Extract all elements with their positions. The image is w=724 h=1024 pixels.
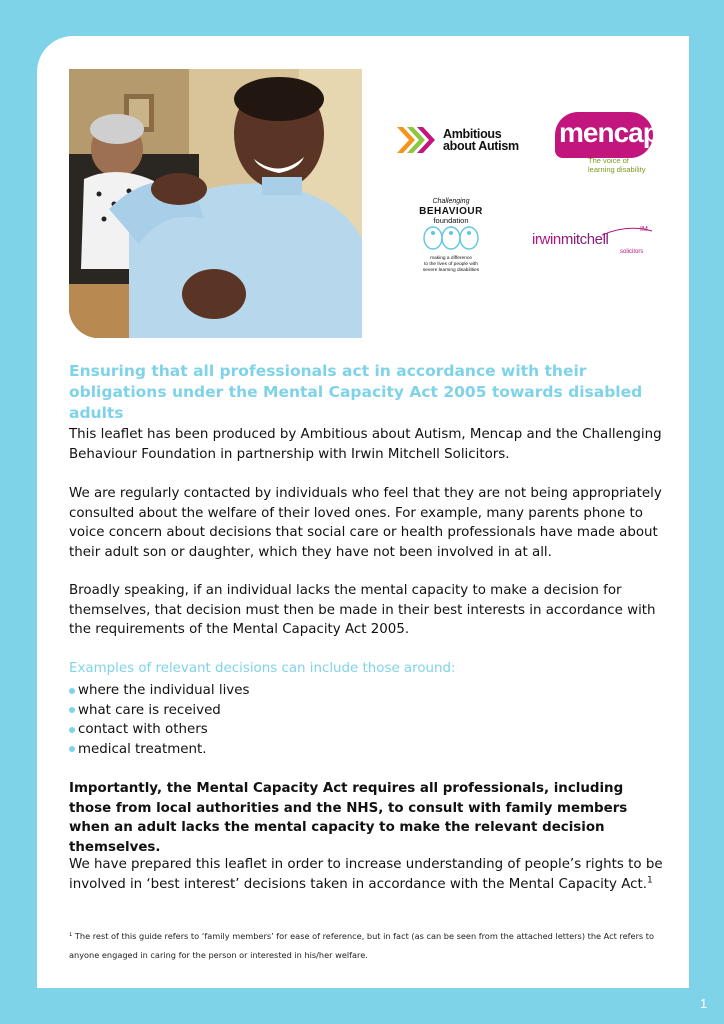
chevron-arrows-icon	[397, 127, 441, 153]
cbf-tagline-1: making a difference	[430, 256, 472, 261]
mencap-wordmark: mencap	[559, 117, 659, 148]
important-paragraph: Importantly, the Mental Capacity Act requires all professionals, including those from local authorities and the NHS, to consult with family members when an adult lacks the mental capacity to make the relevant decision themselves.	[69, 781, 628, 855]
cbf-tagline-2: to the lives of people with	[424, 262, 478, 267]
list-item	[69, 740, 249, 760]
cbf-tagline-3: severe learning disabilities	[422, 268, 480, 273]
footnote: ¹ The rest of this guide refers to ‘family members’ for ease of reference, but in fact (as can be seen from the attached letters) the Act refers to anyone engaged in caring for the person or interested in his/her welfare.	[69, 931, 655, 960]
irwin-wordmark: irwin	[532, 231, 561, 248]
cover-photo	[69, 69, 362, 338]
irwin-mitchell-logo	[532, 226, 656, 260]
mitchell-wordmark: mitchell	[560, 231, 609, 248]
bullet-icon	[69, 727, 75, 733]
purpose-text: We have prepared this leaflet in order to increase understanding of people’s rights to be involved in ‘best interest’ decisions taken in accordance with the Mental Capacity Act.	[69, 857, 663, 892]
figures-icon	[421, 225, 481, 251]
list-item	[69, 681, 249, 701]
cbf-line1: Challenging	[432, 198, 470, 205]
list-item-text: medical treatment.	[78, 741, 207, 757]
cbf-line3: foundation	[433, 216, 469, 225]
ambitious-logo-line1: Ambitious	[443, 127, 502, 141]
list-item-text: what care is received	[78, 702, 221, 718]
list-item-text: contact with others	[78, 722, 208, 737]
mencap-tagline-1: The voice of	[588, 156, 629, 165]
page-heading: Ensuring that all professionals act in accordance with their obligations under the Mental Capacity Act 2005 towards disabled adults	[69, 362, 643, 422]
bullet-icon	[69, 707, 75, 713]
ambitious-about-autism-logo	[397, 126, 537, 154]
challenging-behaviour-foundation-logo	[410, 198, 492, 280]
list-item	[69, 720, 249, 740]
irwin-solicitors: solicitors	[620, 249, 644, 255]
purpose-paragraph	[69, 855, 669, 894]
bullet-icon	[69, 746, 75, 752]
contact-paragraph: We are regularly contacted by individuals who feel that they are not being appropriately consulted about the welfare of their loved ones. For example, many parents phone to voice concern about decisions that social care or health professionals have made about their adult son or daughter, which they have not been involved in at all.	[69, 486, 662, 560]
list-item	[69, 701, 249, 721]
list-item-text: where the individual lives	[78, 683, 250, 698]
examples-list	[69, 681, 249, 759]
footnote-marker[interactable]: 1	[647, 875, 653, 886]
mencap-logo	[555, 112, 665, 178]
page-number: 1	[700, 996, 708, 1011]
best-interests-paragraph: Broadly speaking, if an individual lacks the mental capacity to make a decision for themselves, that decision must then be made in their best interests in accordance with the requirements of the Mental Capacity Act 2005.	[69, 583, 656, 637]
cbf-line2: BEHAVIOUR	[419, 206, 483, 217]
mencap-tagline-2: learning disability	[588, 165, 646, 174]
intro-paragraph: This leaflet has been produced by Ambitious about Autism, Mencap and the Challenging Behaviour Foundation in partnership with Irwin Mitchell Solicitors.	[69, 427, 662, 462]
irwin-im-mark: IM	[640, 226, 648, 233]
ambitious-logo-line2: about Autism	[443, 139, 519, 153]
examples-intro: Examples of relevant decisions can include those around:	[69, 661, 456, 676]
bullet-icon	[69, 688, 75, 694]
